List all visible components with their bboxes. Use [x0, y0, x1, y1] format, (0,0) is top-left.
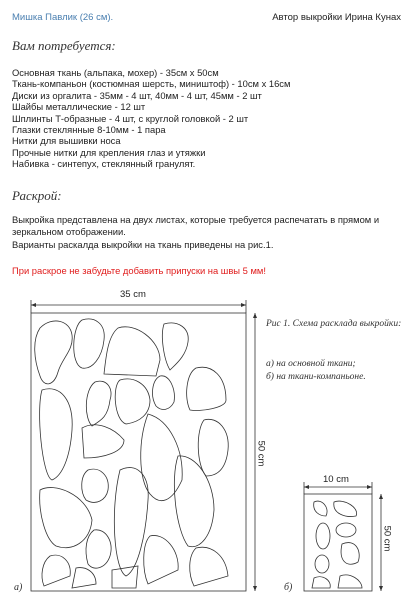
cutting-text: Выкройка представлена на двух листах, которые требуется распечатать в прямом и зеркальном отображении.: [12, 214, 380, 237]
pattern-pieces-main: [35, 319, 228, 588]
materials-item: Шайбы металлические - 12 шт: [12, 101, 146, 113]
main-fabric-sheet: [31, 313, 246, 591]
document-title: Мишка Павлик (26 см).: [12, 12, 114, 23]
main-height-label: 50 cm: [255, 440, 267, 467]
small-height-label: 50 cm: [381, 525, 393, 552]
materials-item: Набивка - синтепух, стеклянный гранулят.: [12, 158, 196, 170]
main-width-label: 35 cm: [120, 289, 146, 300]
materials-item: Прочные нитки для крепления глаз и утяжки: [12, 146, 206, 158]
author-credit: Автор выкройки Ирина Кунах: [272, 12, 401, 23]
materials-item: Основная ткань (альпака, мохер) - 35см х 50см: [12, 67, 219, 78]
materials-item: Диски из оргалита - 35мм - 4 шт, 40мм - 4 шт, 45мм - 2 шт: [12, 89, 262, 101]
figure-caption-b: б) на ткани-компаньоне.: [266, 372, 366, 382]
seam-allowance-warning: При раскрое не забудьте добавить припуски на швы 5 мм!: [12, 265, 266, 276]
figure-caption-a: а) на основной ткани;: [266, 359, 356, 369]
pattern-pieces-companion: [312, 501, 362, 588]
small-width-label: 10 cm: [323, 474, 349, 485]
figure-label-a: а): [14, 582, 23, 593]
materials-list: [12, 67, 290, 170]
cutting-text-variants: Варианты раскалда выкройки на ткань приведены на рис.1.: [12, 239, 274, 250]
cutting-heading: Раскрой:: [12, 188, 62, 203]
materials-item: Шплинты Т-образные - 4 шт, с круглой головкой - 2 шт: [12, 112, 249, 124]
materials-heading: Вам потребуется:: [12, 38, 116, 53]
figure-caption-title: Рис 1. Схема расклада выкройки:: [266, 319, 402, 329]
materials-item: Глазки стеклянные 8-10мм - 1 пара: [12, 124, 166, 136]
materials-item: Ткань-компаньон (костюмная шерсть, миништоф) - 10см х 16см: [12, 78, 291, 90]
materials-item: Нитки для вышивки носа: [12, 135, 121, 147]
figure-label-b: б): [284, 582, 293, 593]
